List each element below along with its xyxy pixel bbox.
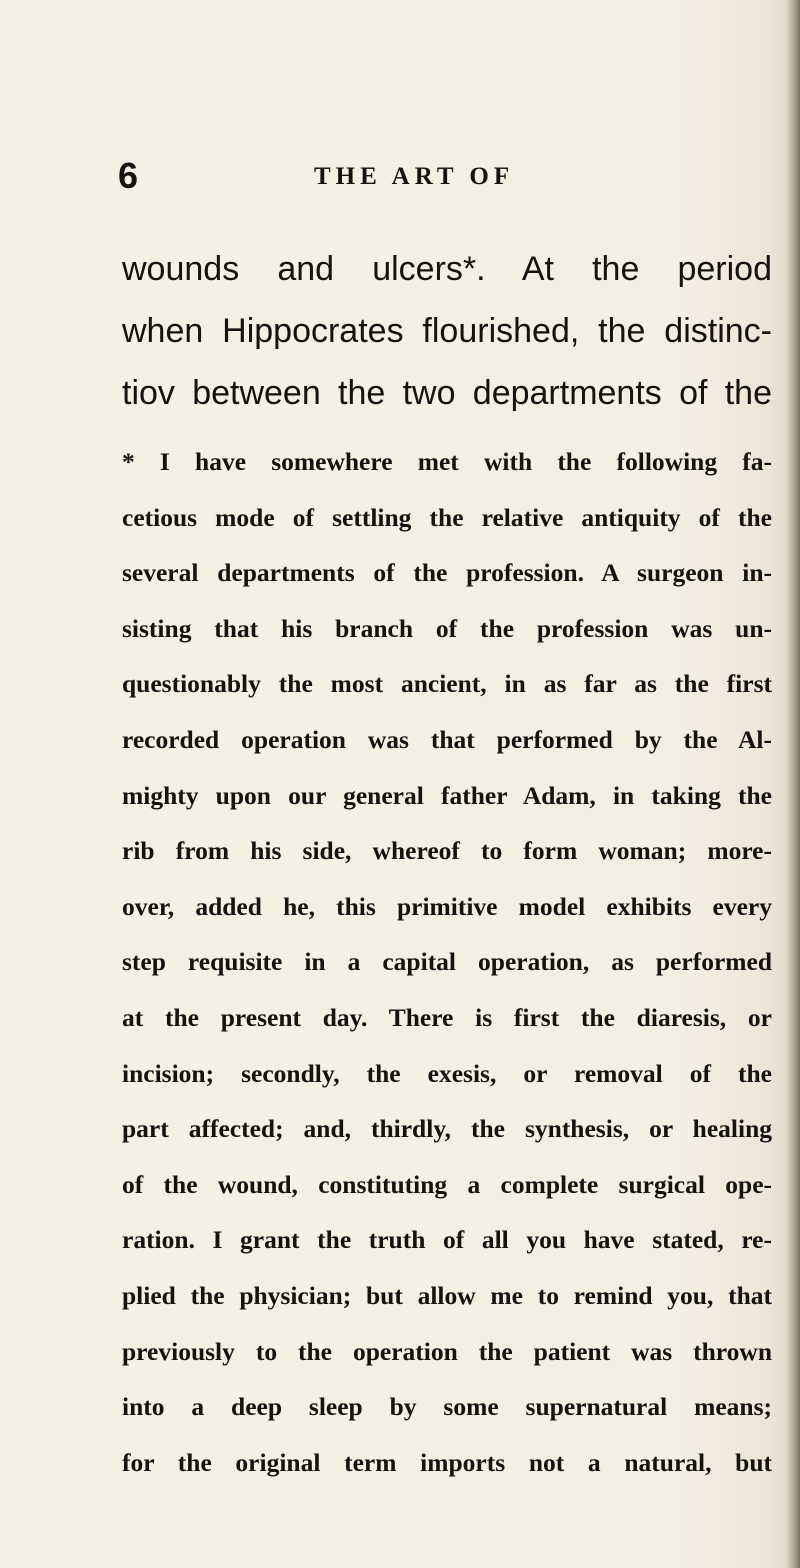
footnote-line: step requisite in a capital operation, as performed bbox=[122, 947, 772, 977]
footnote-line: sisting that his branch of the profession was un- bbox=[122, 613, 772, 643]
page-edge-shadow bbox=[786, 0, 800, 1568]
footnote-line: at the present day. There is first the diaresis, or bbox=[122, 1002, 772, 1032]
footnote-line: cetious mode of settling the relative antiquity of the bbox=[122, 502, 772, 532]
footnote-line: recorded operation was that performed by the Al- bbox=[122, 724, 772, 754]
footnote bbox=[122, 434, 772, 1490]
footnote-line: plied the physician; but allow me to remind you, that bbox=[122, 1280, 772, 1310]
footnote-line: questionably the most ancient, in as far as the first bbox=[122, 669, 772, 699]
footnote-line: of the wound, constituting a complete surgical ope- bbox=[122, 1169, 772, 1199]
text-line: tiov between the two departments of the bbox=[122, 374, 772, 412]
footnote-line: for the original term imports not a natural, but bbox=[122, 1447, 772, 1477]
running-head: THE ART OF bbox=[314, 163, 515, 190]
footnote-line: rib from his side, whereof to form woman; more- bbox=[122, 836, 772, 866]
footnote-line: over, added he, this primitive model exhibits every bbox=[122, 891, 772, 921]
footnote-line: several departments of the profession. A surgeon in- bbox=[122, 558, 772, 588]
footnote-line: previously to the operation the patient was thrown bbox=[122, 1336, 772, 1366]
main-text bbox=[122, 238, 772, 424]
text-line: wounds and ulcers*. At the period bbox=[122, 250, 772, 288]
footnote-line: into a deep sleep by some supernatural means; bbox=[122, 1392, 772, 1422]
text-line: when Hippocrates flourished, the distinc- bbox=[122, 312, 772, 350]
page-number: 6 bbox=[118, 155, 139, 196]
footnote-line: incision; secondly, the exesis, or removal of the bbox=[122, 1058, 772, 1088]
footnote-line: mighty upon our general father Adam, in taking the bbox=[122, 780, 772, 810]
footnote-line: part affected; and, thirdly, the synthesis, or healing bbox=[122, 1114, 772, 1144]
footnote-line: ration. I grant the truth of all you have stated, re- bbox=[122, 1225, 772, 1255]
page-header bbox=[118, 156, 678, 206]
footnote-line: * I have somewhere met with the following fa- bbox=[122, 447, 772, 476]
